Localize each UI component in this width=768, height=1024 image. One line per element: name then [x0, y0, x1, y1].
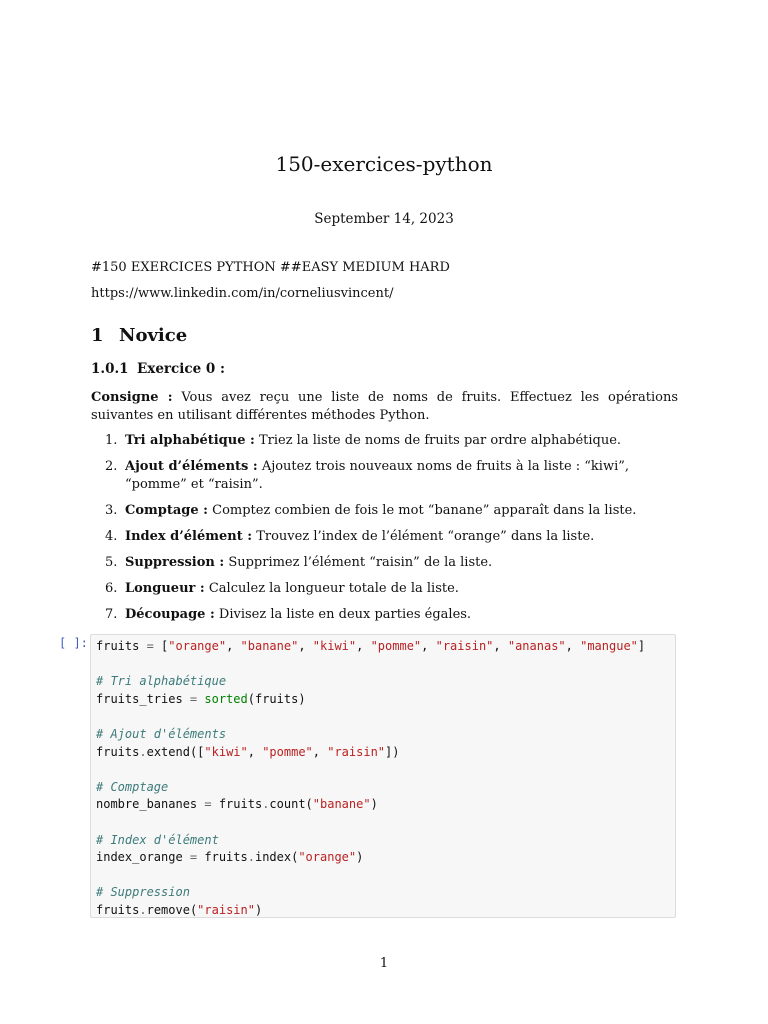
list-item-number: 3.: [105, 503, 118, 518]
code-token: "ananas": [507, 639, 566, 653]
list-item-text: Trouvez l’index de l’élément “orange” dans la liste.: [256, 529, 595, 544]
list-item: [91, 502, 678, 520]
code-token: (fruits): [247, 691, 306, 706]
list-item-number: 1.: [105, 433, 118, 448]
subsection-title: Exercice 0 :: [137, 361, 225, 377]
code-token: "kiwi": [204, 744, 248, 759]
code-token: "mangue": [580, 639, 638, 653]
list-item: [91, 432, 678, 450]
list-item-number: 5.: [105, 555, 118, 570]
code-line: [96, 727, 226, 741]
code-token: .: [262, 797, 270, 812]
consigne-paragraph: [91, 389, 678, 425]
code-line: [96, 885, 190, 899]
code-line: [96, 745, 399, 759]
list-item-text: Calculez la longueur totale de la liste.: [208, 581, 459, 596]
code-token: # Ajout d'éléments: [96, 726, 227, 741]
code-token: ]): [385, 744, 400, 759]
code-line: [96, 639, 645, 653]
author-link[interactable]: https://www.linkedin.com/in/corneliusvincent/: [91, 286, 394, 301]
section-title: Novice: [119, 325, 188, 346]
document-title: 150-exercices-python: [275, 152, 493, 176]
code-token: =: [204, 797, 212, 812]
code-token: ): [356, 850, 364, 865]
list-item-number: 4.: [105, 529, 118, 544]
code-token: "raisin": [197, 902, 255, 917]
list-item-text: Supprimez l’élément “raisin” de la liste.: [228, 555, 493, 570]
code-token: # Comptage: [96, 779, 169, 794]
list-item-label: Comptage :: [125, 503, 208, 518]
code-token: fruits_tries: [96, 691, 190, 706]
list-item-text: Divisez la liste en deux parties égales.: [218, 607, 472, 622]
code-token: "pomme": [370, 639, 422, 653]
code-token: index(: [254, 850, 299, 865]
code-token: fruits: [96, 744, 140, 759]
consigne-label: Consigne :: [91, 390, 173, 405]
list-item-text: Ajoutez trois nouveaux noms de fruits à la liste : “kiwi”, “pomme” et “raisin”.: [125, 459, 630, 492]
code-token: # Tri alphabétique: [96, 674, 227, 689]
code-token: "raisin": [435, 639, 494, 653]
code-token: extend([: [146, 744, 205, 759]
code-line: [96, 850, 363, 864]
code-line: [96, 674, 226, 688]
code-token: "raisin": [327, 744, 386, 759]
code-editor[interactable]: [96, 638, 645, 920]
section-number: 1: [91, 325, 104, 346]
consigne-text: Vous avez reçu une liste de noms de fruits. Effectuez les opérations suivantes en utilisant différentes méthodes Python.: [91, 390, 679, 423]
code-token: ,: [421, 639, 436, 653]
code-token: ,: [312, 744, 328, 759]
subsection-number: 1.0.1: [91, 361, 129, 377]
code-token: ,: [298, 639, 313, 653]
list-item-label: Tri alphabétique :: [125, 433, 255, 448]
code-token: "banane": [240, 639, 299, 653]
section-heading: [91, 325, 187, 346]
list-item: [91, 606, 678, 624]
document-date: September 14, 2023: [314, 211, 454, 227]
code-token: ,: [493, 639, 508, 653]
code-line: [96, 797, 378, 811]
code-line: [96, 780, 168, 794]
code-cell[interactable]: [90, 634, 676, 918]
code-token: fruits: [211, 797, 263, 812]
list-item-number: 2.: [105, 459, 118, 474]
code-token: remove(: [146, 902, 198, 917]
code-token: fruits: [197, 850, 248, 865]
code-token: .: [139, 744, 147, 759]
code-line: [96, 833, 219, 847]
task-list: [91, 432, 678, 632]
list-item: [91, 554, 678, 572]
list-item-label: Ajout d’éléments :: [125, 459, 258, 474]
list-item-number: 6.: [105, 581, 118, 596]
code-token: ,: [226, 639, 241, 653]
code-token: ): [370, 797, 378, 812]
code-token: fruits: [96, 902, 140, 917]
subsection-heading: [91, 361, 225, 377]
list-item-label: Index d’élément :: [125, 529, 253, 544]
code-token: .: [139, 902, 147, 917]
code-token: nombre_bananes: [96, 797, 205, 812]
code-token: index_orange: [96, 850, 190, 865]
list-item-number: 7.: [105, 607, 118, 622]
code-token: ,: [565, 639, 581, 653]
code-token: "banane": [312, 797, 371, 812]
code-token: "kiwi": [312, 639, 357, 653]
code-token: =: [189, 691, 198, 706]
code-line: [96, 692, 306, 706]
code-token: "orange": [168, 639, 227, 653]
code-token: "orange": [298, 850, 357, 865]
code-token: sorted: [204, 691, 248, 706]
code-token: ): [254, 902, 263, 917]
list-item: [91, 580, 678, 598]
list-item: [91, 528, 678, 546]
code-token: fruits: [96, 639, 147, 653]
code-token: "pomme": [262, 744, 313, 759]
code-token: ,: [247, 744, 263, 759]
list-item-text: Triez la liste de noms de fruits par ordre alphabétique.: [258, 433, 622, 448]
list-item: [91, 458, 678, 494]
code-token: # Index d'élément: [96, 832, 219, 847]
list-item-label: Suppression :: [125, 555, 225, 570]
list-item-label: Longueur :: [125, 581, 205, 596]
heading-line: #150 EXERCICES PYTHON ##EASY MEDIUM HARD: [91, 260, 450, 275]
code-line: [96, 903, 262, 917]
code-token: ]: [637, 639, 646, 653]
code-token: =: [146, 639, 154, 653]
code-token: ,: [356, 639, 371, 653]
list-item-text: Comptez combien de fois le mot “banane” apparaît dans la liste.: [212, 503, 637, 518]
code-token: .: [247, 850, 255, 865]
list-item-label: Découpage :: [125, 607, 215, 622]
code-token: count(: [269, 797, 313, 812]
code-token: # Suppression: [96, 885, 190, 900]
code-token: [: [153, 639, 169, 653]
cell-prompt: [ ]:: [59, 636, 88, 650]
code-token: =: [189, 850, 198, 865]
page-number: 1: [379, 956, 389, 971]
